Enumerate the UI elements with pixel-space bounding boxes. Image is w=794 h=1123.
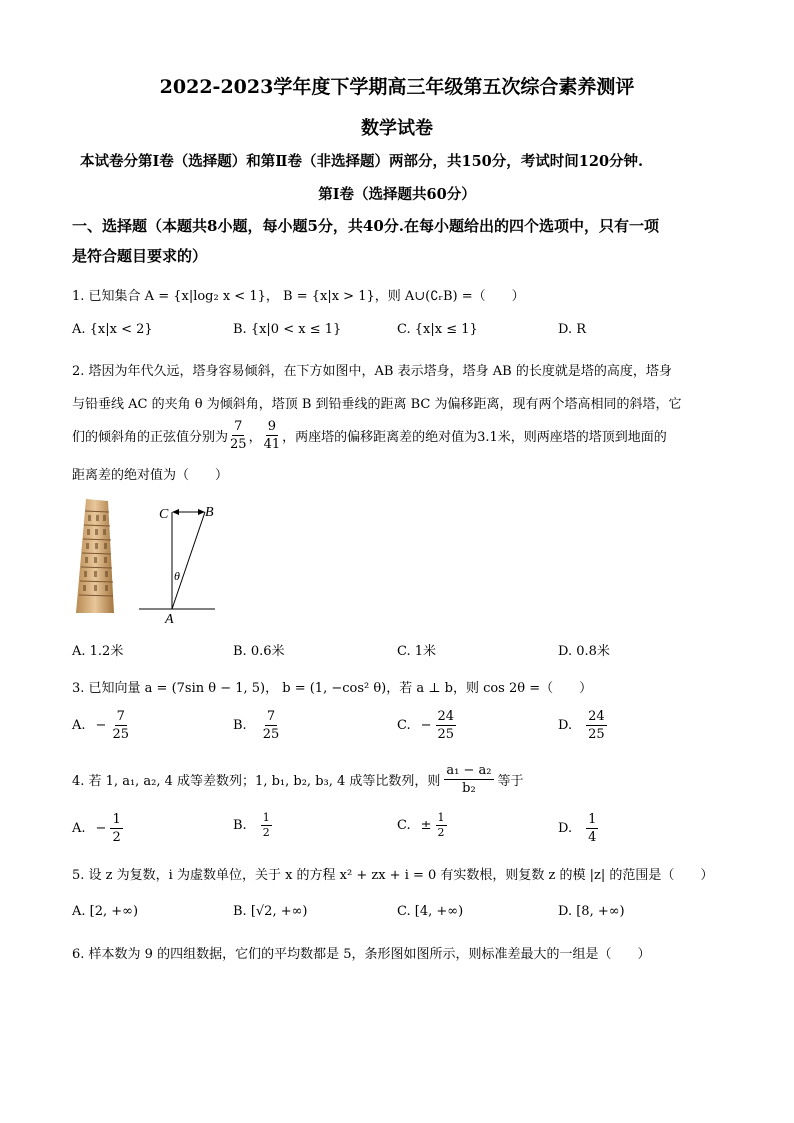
arrowhead-c <box>172 509 179 515</box>
q2-option-c[interactable]: C. 1米 <box>397 644 437 659</box>
exam-title: 2022-2023学年度下学期高三年级第五次综合素养测评 <box>159 76 635 98</box>
q2-fraction-2: $\frac{9}{41}$ <box>263 419 281 452</box>
q2-separator: ， <box>248 430 262 445</box>
part1-heading: 第Ⅰ卷（选择题共60分） <box>318 186 476 203</box>
tower-line-ab <box>172 512 205 609</box>
q1-option-b[interactable]: B. {x|0 < x ≤ 1} <box>233 322 342 337</box>
q2-fraction-1: $\frac{7}{25}$ <box>230 419 247 452</box>
q5-option-c[interactable]: C. [4, +∞) <box>397 904 464 919</box>
q1-option-d[interactable]: D. R <box>558 322 587 337</box>
exam-subtitle: 数学试卷 <box>361 118 433 139</box>
q3-option-c[interactable]: C. − $\frac{24}{25}$ <box>397 709 455 742</box>
section1-heading-line1: 一、选择题（本题共8小题，每小题5分，共40分.在每小题给出的四个选项中，只有一项 <box>72 217 659 235</box>
q5-option-b[interactable]: B. [√2, +∞) <box>233 904 308 919</box>
q2-line3-pre: 们的倾斜角的正弦值分别为 <box>72 430 229 445</box>
q2-option-d[interactable]: D. 0.8米 <box>558 644 610 659</box>
q4-option-c[interactable]: C. ± $\frac{1}{2}$ <box>397 811 445 839</box>
q6-stem: 6. 样本数为 9 的四组数据，它们的平均数都是 5，条形图如图所示，则标准差最大的一组是（ ） <box>72 947 651 962</box>
q2-line4: 距离差的绝对值为（ ） <box>72 468 229 483</box>
q3-option-d[interactable]: D. $\frac{24}{25}$ <box>558 709 605 742</box>
q2-line2: 与铅垂线 AC 的夹角 θ 为倾斜角，塔顶 B 到铅垂线的距离 BC 为偏移距离，现有两个塔高相同的斜塔，它 <box>72 397 682 412</box>
q2-line3-post: ，两座塔的偏移距离差的绝对值为3.1米，则两座塔的塔顶到地面的 <box>282 430 667 445</box>
q1-option-c[interactable]: C. {x|x ≤ 1} <box>397 322 478 337</box>
q2-geometry-diagram <box>135 500 225 625</box>
q2-option-b[interactable]: B. 0.6米 <box>233 644 285 659</box>
q5-stem: 5. 设 z 为复数，i 为虚数单位，关于 x 的方程 x² + zx + i = 0 有实数根，则复数 z 的模 |z| 的范围是（ ） <box>72 868 714 883</box>
label-c: C <box>159 507 169 522</box>
q2-line3 <box>72 418 667 453</box>
q1-stem: 1. 已知集合 A = {x|log₂ x < 1}， B = {x|x > 1}，则 A∪(∁ᵣB) =（ ） <box>72 289 525 304</box>
label-a: A <box>165 612 174 625</box>
q4-stem: 4. 若 1, a₁, a₂, 4 成等差数列；1, b₁, b₂, b₃, 4 成等比数列，则 $\frac{\text{a₁ − a₂}}{\text{b₂}}$ 等于 <box>72 763 524 796</box>
q2-option-a[interactable]: A. 1.2米 <box>72 644 124 659</box>
exam-intro: 本试卷分第Ⅰ卷（选择题）和第Ⅱ卷（非选择题）两部分，共150分，考试时间120分钟. <box>80 153 644 170</box>
leaning-tower-image <box>72 495 122 615</box>
q2-line1: 2. 塔因为年代久远，塔身容易倾斜，在下方如图中，AB 表示塔身，塔身 AB 的长度就是塔的高度，塔身 <box>72 364 672 379</box>
q1-option-a[interactable]: A. {x|x < 2} <box>72 322 153 337</box>
q4-option-b[interactable]: B. $\frac{1}{2}$ <box>233 811 270 839</box>
q4-option-d[interactable]: D. $\frac{1}{4}$ <box>558 812 597 845</box>
q4-option-a[interactable]: A. − $\frac{1}{2}$ <box>72 812 121 845</box>
q3-stem: 3. 已知向量 a = (7sin θ − 1, 5)， b = (1, −cos² θ)，若 a ⊥ b，则 cos 2θ =（ ） <box>72 681 593 696</box>
q5-option-d[interactable]: D. [8, +∞) <box>558 904 625 919</box>
q3-option-a[interactable]: A. − $\frac{7}{25}$ <box>72 709 129 742</box>
label-theta: θ <box>174 569 180 583</box>
q3-option-b[interactable]: B. $\frac{7}{25}$ <box>233 709 280 742</box>
section1-heading-line2: 是符合题目要求的） <box>72 247 208 265</box>
q5-option-a[interactable]: A. [2, +∞) <box>72 904 139 919</box>
label-b: B <box>205 505 214 520</box>
